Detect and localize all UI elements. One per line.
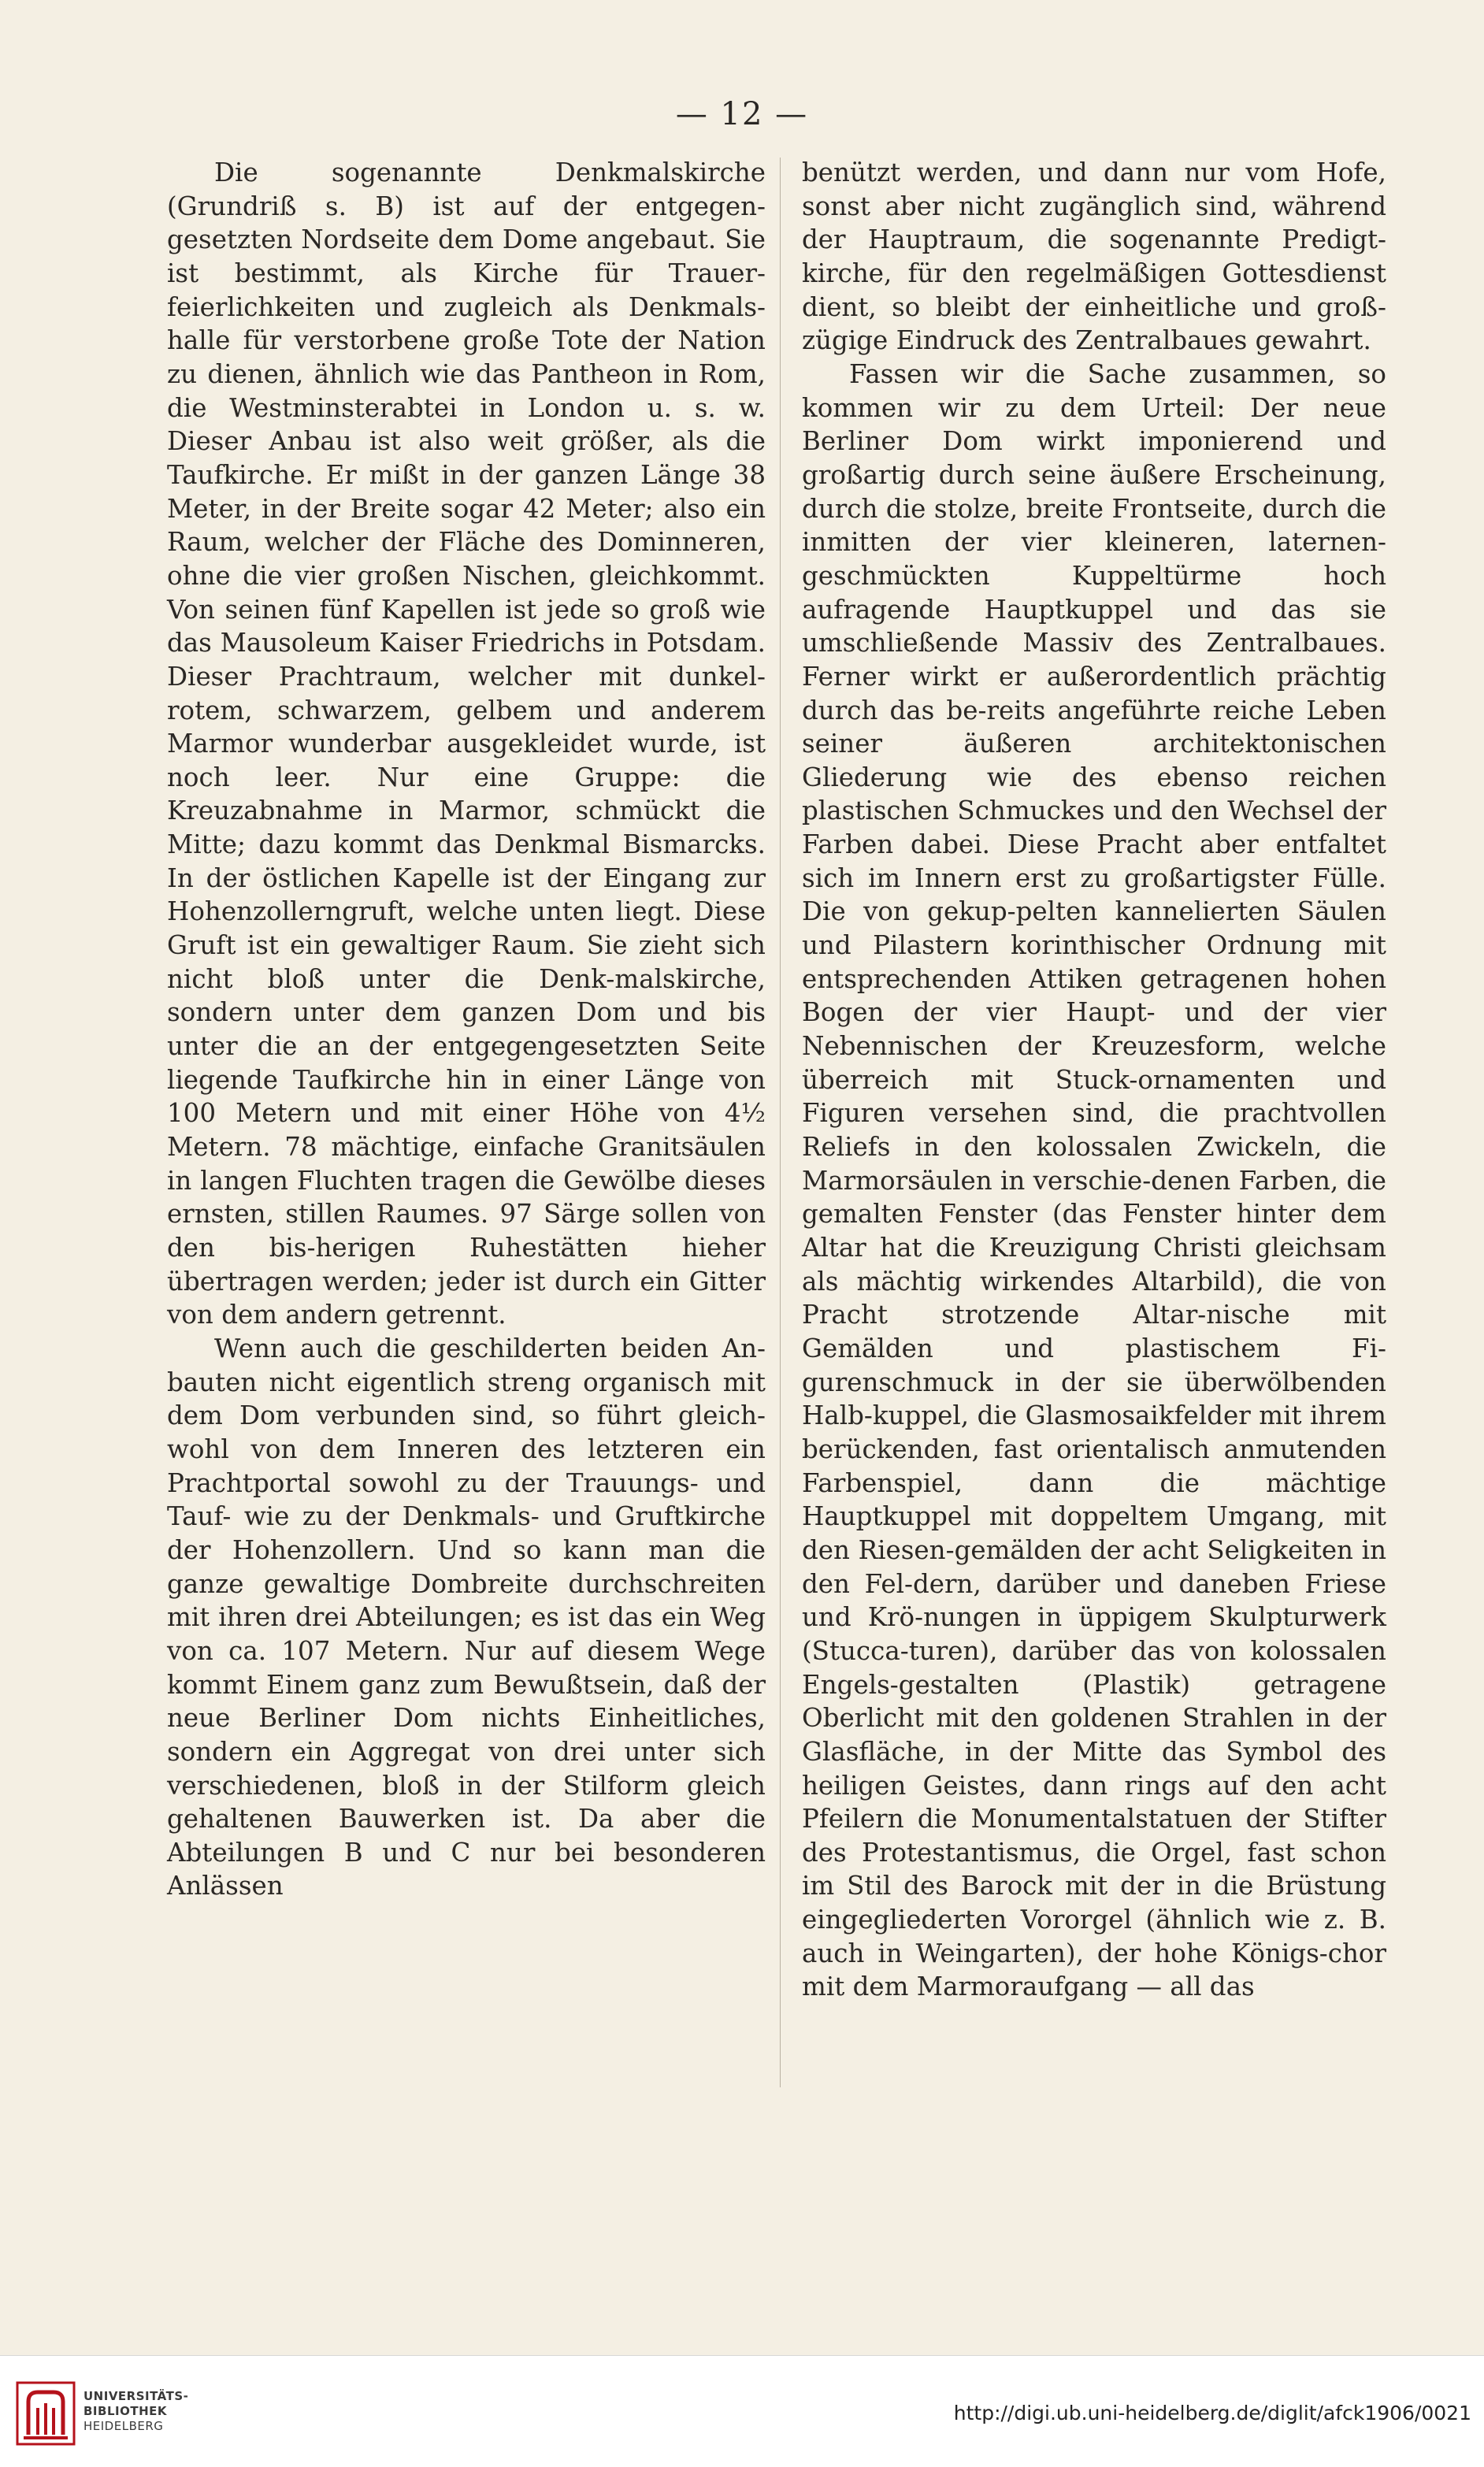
paragraph: Die sogenannte Denkmalskirche (Grundriß s. B) ist auf der entgegen-gesetzten Nordseite dem Dome angebaut. Sie ist bestimmt, als Kirche für Trauer-feierlichkeiten und zugleich als Denkmals-halle für verstorbene große Tote der Nation zu dienen, ähnlich wie das Pantheon in Rom, die Westminsterabtei in London u. s. w. Dieser Anbau ist also weit größer, als die Taufkirche. Er mißt in der ganzen Länge 38 Meter, in der Breite sogar 42 Meter; also ein Raum, welcher der Fläche des Dominneren, ohne die vier großen Nischen, gleichkommt. Von seinen fünf Kapellen ist jede so groß wie das Mausoleum Kaiser Friedrichs in Potsdam. Dieser Prachtraum, welcher mit dunkel-rotem, schwarzem, gelbem und anderem Marmor wunderbar ausgekleidet wurde, ist noch leer. Nur eine Gruppe: die Kreuzabnahme in Marmor, schmückt die Mitte; dazu kommt das Denkmal Bismarcks. In der östlichen Kapelle ist der Eingang zur Hohenzollerngruft, welche unten liegt. Diese Gruft ist ein gewaltiger Raum. Sie zieht sich nicht bloß unter die Denk-malskirche, sondern unter dem ganzen Dom und bis unter die an der entgegengesetzten Seite liegende Taufkirche hin in einer Länge von 100 Metern und mit einer Höhe von 4½ Metern. 78 mächtige, einfache Granitsäulen in langen Fluchten tragen die Gewölbe dieses ernsten, stillen Raumes. 97 Särge sollen von den bis-herigen Ruhestätten hieher übertragen werden; jeder ist durch ein Gitter von dem andern getrennt. xyxy=(167,158,766,1330)
university-library-logo-icon xyxy=(14,2380,77,2447)
library-name xyxy=(83,2389,188,2434)
text-column-right xyxy=(802,156,1386,2004)
library-name-line: UNIVERSITÄTS- xyxy=(83,2389,189,2403)
permalink-url[interactable]: http://digi.ub.uni-heidelberg.de/diglit/afck1906/0021 xyxy=(953,2402,1471,2424)
library-name-line: HEIDELBERG xyxy=(83,2419,164,2433)
library-logo[interactable] xyxy=(14,2380,195,2450)
column-divider xyxy=(780,158,781,2087)
page-number: — 12 — xyxy=(675,96,809,132)
paragraph: benützt werden, und dann nur vom Hofe, sonst aber nicht zugänglich sind, während der Hauptraum, die sogenannte Predigt-kirche, für den regelmäßigen Gottesdienst dient, so bleibt der einheitliche und groß-zügige Eindruck des Zentralbaues gewahrt. xyxy=(802,158,1386,356)
library-name-line: BIBLIOTHEK xyxy=(83,2404,167,2418)
digitization-footer xyxy=(0,2355,1484,2467)
paragraph: Wenn auch die geschilderten beiden An-bauten nicht eigentlich streng organisch mit dem Dom verbunden sind, so führt gleich-wohl von dem Inneren des letzteren ein Prachtportal sowohl zu der Trauungs- und Tauf- wie zu der Denkmals- und Gruftkirche der Hohenzollern. Und so kann man die ganze gewaltige Dombreite durchschreiten mit ihren drei Abteilungen; es ist das ein Weg von ca. 107 Metern. Nur auf diesem Wege kommt Einem ganz zum Bewußtsein, daß der neue Berliner Dom nichts Einheitliches, sondern ein Aggregat von drei unter sich verschiedenen, bloß in der Stilform gleich gehaltenen Bauwerken ist. Da aber die Abteilungen B und C nur bei besonderen Anlässen xyxy=(167,1333,766,1901)
paragraph: Fassen wir die Sache zusammen, so kommen wir zu dem Urteil: Der neue Berliner Dom wirkt imponierend und großartig durch seine äußere Erscheinung, durch die stolze, breite Frontseite, durch die inmitten der vier kleineren, laternen-geschmückten Kuppeltürme hoch aufragende Hauptkuppel und das sie umschließende Massiv des Zentralbaues. Ferner wirkt er außerordentlich prächtig durch das be-reits angeführte reiche Leben seiner äußeren architektonischen Gliederung wie des ebenso reichen plastischen Schmuckes und den Wechsel der Farben dabei. Diese Pracht aber entfaltet sich im Innern erst zu großartigster Fülle. Die von gekup-pelten kannelierten Säulen und Pilastern korinthischer Ordnung mit entsprechenden Attiken getragenen hohen Bogen der vier Haupt- und der vier Nebennischen der Kreuzesform, welche überreich mit Stuck-ornamenten und Figuren versehen sind, die prachtvollen Reliefs in den kolossalen Zwickeln, die Marmorsäulen in verschie-denen Farben, die gemalten Fenster (das Fenster hinter dem Altar hat die Kreuzigung Christi gleichsam als mächtig wirkendes Altarbild), die von Pracht strotzende Altar-nische mit Gemälden und plastischem Fi-gurenschmuck in der sie überwölbenden Halb-kuppel, die Glasmosaikfelder mit ihrem berückenden, fast orientalisch anmutenden Farbenspiel, dann die mächtige Hauptkuppel mit doppeltem Umgang, mit den Riesen-gemälden der acht Seligkeiten in den Fel-dern, darüber und daneben Friese und Krö-nungen in üppigem Skulpturwerk (Stucca-turen), darüber das von kolossalen Engels-gestalten (Plastik) getragene Oberlicht mit den goldenen Strahlen in der Glasfläche, in der Mitte das Symbol des heiligen Geistes, dann rings auf den acht Pfeilern die Monumentalstatuen der Stifter des Protestantismus, die Orgel, fast schon im Stil des Barock mit der in die Brüstung eingegliederten Vororgel (ähnlich wie z. B. auch in Weingarten), der hohe Königs-chor mit dem Marmoraufgang — all das xyxy=(802,358,1386,2002)
text-column-left xyxy=(167,156,766,1903)
